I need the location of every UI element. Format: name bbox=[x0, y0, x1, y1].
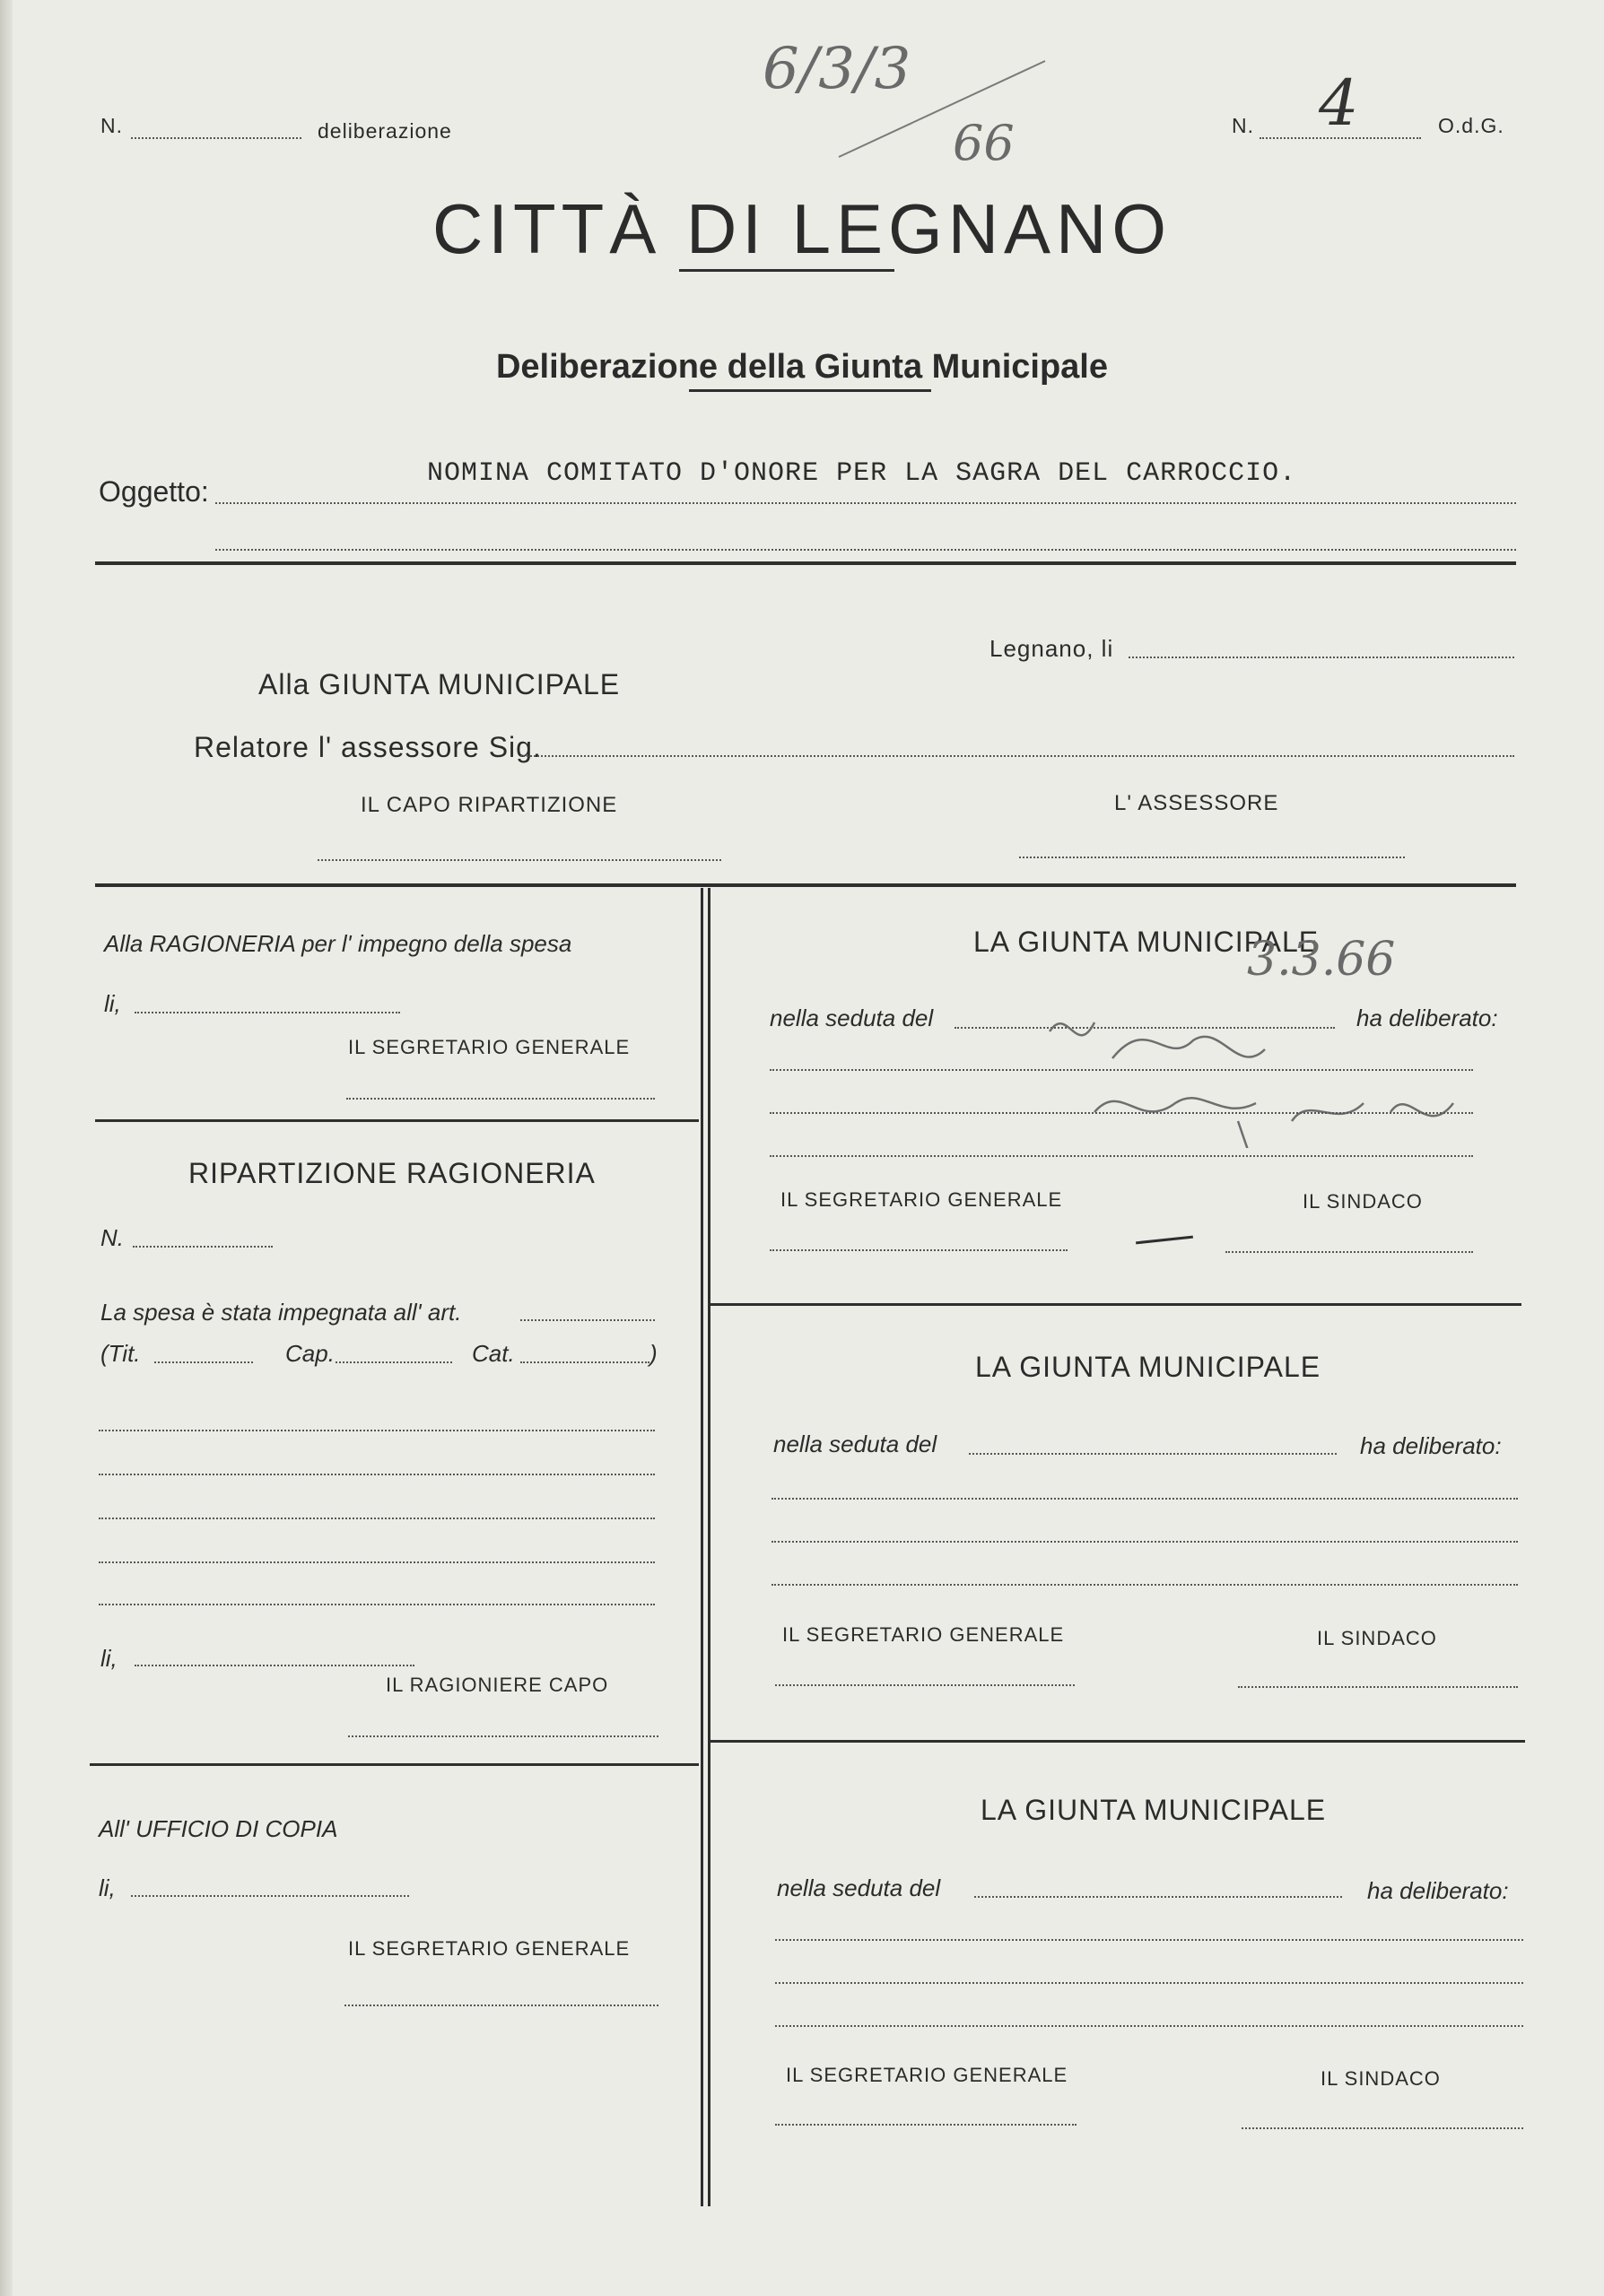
tit-field[interactable] bbox=[154, 1361, 253, 1363]
n-label-right: N. bbox=[1232, 114, 1254, 137]
deliberato-line-2b[interactable] bbox=[771, 1541, 1518, 1543]
separator-top bbox=[95, 561, 1516, 565]
assessore-signature-line[interactable] bbox=[1019, 857, 1405, 858]
ragioniere-signature[interactable] bbox=[348, 1735, 658, 1737]
oggetto-value[interactable]: NOMINA COMITATO D'ONORE PER LA SAGRA DEL CARROCCIO. bbox=[427, 458, 1297, 489]
separator-main bbox=[95, 883, 1516, 887]
li-field-1[interactable] bbox=[135, 1012, 400, 1013]
legnano-li-label: Legnano, li bbox=[989, 635, 1114, 662]
spesa-label: La spesa è stata impegnata all' art. bbox=[100, 1299, 462, 1326]
title-underline bbox=[679, 269, 894, 272]
sindaco-signature-r1[interactable] bbox=[1225, 1251, 1473, 1253]
legnano-date-field[interactable] bbox=[1129, 657, 1514, 658]
deliberato-label-1: ha deliberato: bbox=[1356, 1004, 1498, 1031]
deliberato-line-3b[interactable] bbox=[775, 1982, 1523, 1984]
oggetto-label: Oggetto: bbox=[99, 475, 209, 508]
subtitle-underline bbox=[689, 389, 931, 392]
deliberato-line-3c[interactable] bbox=[775, 2025, 1523, 2027]
deliberato-line-1c[interactable] bbox=[770, 1155, 1473, 1157]
seduta-label-3: nella seduta del bbox=[777, 1874, 941, 1901]
cap-label: Cap. bbox=[285, 1340, 335, 1367]
li-field-3[interactable] bbox=[131, 1895, 409, 1897]
seduta-label-1: nella seduta del bbox=[770, 1004, 934, 1031]
handwritten-scribble bbox=[1041, 996, 1471, 1148]
assessore-label: L' ASSESSORE bbox=[1114, 791, 1279, 815]
spesa-line-1[interactable] bbox=[99, 1430, 655, 1431]
alla-giunta-label: Alla GIUNTA MUNICIPALE bbox=[258, 668, 621, 700]
deliberato-label-3: ha deliberato: bbox=[1367, 1877, 1509, 1904]
segretario-label-r1: IL SEGRETARIO GENERALE bbox=[780, 1188, 1063, 1211]
seduta-label-2: nella seduta del bbox=[773, 1431, 937, 1457]
seduta-field-3[interactable] bbox=[974, 1896, 1342, 1898]
odg-label: O.d.G. bbox=[1438, 114, 1504, 137]
cap-field[interactable] bbox=[336, 1361, 452, 1363]
deliberato-line-3a[interactable] bbox=[775, 1939, 1523, 1941]
column-divider-1 bbox=[701, 888, 703, 2206]
segretario-label-1: IL SEGRETARIO GENERALE bbox=[348, 1036, 631, 1058]
handwritten-year: 66 bbox=[953, 115, 1015, 171]
relatore-field[interactable] bbox=[520, 755, 1514, 757]
segretario-label-r2: IL SEGRETARIO GENERALE bbox=[782, 1623, 1065, 1646]
oggetto-line-1 bbox=[215, 502, 1516, 504]
spesa-line-4[interactable] bbox=[99, 1561, 655, 1563]
deliberato-line-2c[interactable] bbox=[771, 1584, 1518, 1586]
paper-edge bbox=[0, 0, 13, 2296]
li-label-1: li, bbox=[104, 990, 121, 1017]
n-field-left[interactable] bbox=[131, 137, 301, 139]
sindaco-signature-r2[interactable] bbox=[1238, 1686, 1518, 1688]
ragioneria-request-label: Alla RAGIONERIA per l' impegno della spesa bbox=[104, 930, 572, 957]
capo-signature-line[interactable] bbox=[318, 859, 721, 861]
relatore-label: Relatore l' assessore Sig. bbox=[194, 731, 542, 763]
sindaco-label-r2: IL SINDACO bbox=[1317, 1627, 1437, 1649]
handwritten-number: 4 bbox=[1319, 66, 1359, 140]
spesa-line-5[interactable] bbox=[99, 1604, 655, 1605]
ripartizione-ragioneria-label: RIPARTIZIONE RAGIONERIA bbox=[188, 1157, 596, 1189]
ragioniere-capo-label: IL RAGIONIERE CAPO bbox=[386, 1674, 609, 1696]
handwritten-stroke bbox=[1136, 1236, 1193, 1245]
li-field-2[interactable] bbox=[135, 1665, 414, 1666]
seduta-field-2[interactable] bbox=[969, 1453, 1337, 1455]
giunta-heading-3: LA GIUNTA MUNICIPALE bbox=[981, 1794, 1327, 1826]
page-title: CITTÀ DI LEGNANO bbox=[432, 189, 1172, 268]
spesa-line-3[interactable] bbox=[99, 1518, 655, 1519]
column-divider-2 bbox=[708, 888, 710, 2206]
n-label-ragioneria: N. bbox=[100, 1224, 124, 1251]
li-label-2: li, bbox=[100, 1645, 118, 1672]
segretario-label-r3: IL SEGRETARIO GENERALE bbox=[786, 2064, 1068, 2086]
handwritten-date-top: 6/3/3 bbox=[763, 36, 911, 102]
close-paren: ) bbox=[649, 1340, 658, 1367]
segretario-signature-2[interactable] bbox=[344, 2005, 658, 2006]
segretario-signature-1[interactable] bbox=[346, 1098, 655, 1100]
ufficio-copia-label: All' UFFICIO DI COPIA bbox=[99, 1815, 338, 1842]
deliberato-line-1a[interactable] bbox=[770, 1069, 1473, 1071]
sindaco-label-r3: IL SINDACO bbox=[1321, 2067, 1441, 2090]
giunta-heading-1: LA GIUNTA MUNICIPALE bbox=[973, 926, 1320, 958]
cat-label: Cat. bbox=[472, 1340, 515, 1367]
oggetto-line-2 bbox=[215, 549, 1516, 551]
left-separator-2 bbox=[90, 1763, 699, 1766]
tit-label: (Tit. bbox=[100, 1340, 141, 1367]
right-separator-2 bbox=[710, 1740, 1525, 1743]
handwritten-slash bbox=[834, 54, 1050, 161]
segretario-label-2: IL SEGRETARIO GENERALE bbox=[348, 1937, 631, 1960]
spesa-line-2[interactable] bbox=[99, 1474, 655, 1475]
deliberato-line-1b[interactable] bbox=[770, 1112, 1473, 1114]
segretario-signature-r1[interactable] bbox=[770, 1249, 1068, 1251]
handwritten-seduta-date: 3.3.66 bbox=[1247, 933, 1396, 987]
cat-field[interactable] bbox=[520, 1361, 649, 1363]
giunta-heading-2: LA GIUNTA MUNICIPALE bbox=[975, 1351, 1321, 1383]
capo-ripartizione-label: IL CAPO RIPARTIZIONE bbox=[361, 793, 618, 817]
deliberazione-label: deliberazione bbox=[318, 119, 452, 143]
deliberato-label-2: ha deliberato: bbox=[1360, 1432, 1502, 1459]
n-label-left: N. bbox=[100, 114, 123, 137]
n-field-ragioneria[interactable] bbox=[133, 1246, 273, 1248]
li-label-3: li, bbox=[99, 1874, 116, 1901]
left-separator-1 bbox=[95, 1119, 699, 1122]
sindaco-label-r1: IL SINDACO bbox=[1303, 1190, 1423, 1213]
segretario-signature-r3[interactable] bbox=[775, 2124, 1077, 2126]
right-separator-1 bbox=[710, 1303, 1521, 1306]
art-field[interactable] bbox=[520, 1319, 655, 1321]
segretario-signature-r2[interactable] bbox=[775, 1684, 1075, 1686]
deliberato-line-2a[interactable] bbox=[771, 1498, 1518, 1500]
sindaco-signature-r3[interactable] bbox=[1242, 2127, 1523, 2129]
page-subtitle: Deliberazione della Giunta Municipale bbox=[495, 348, 1109, 386]
